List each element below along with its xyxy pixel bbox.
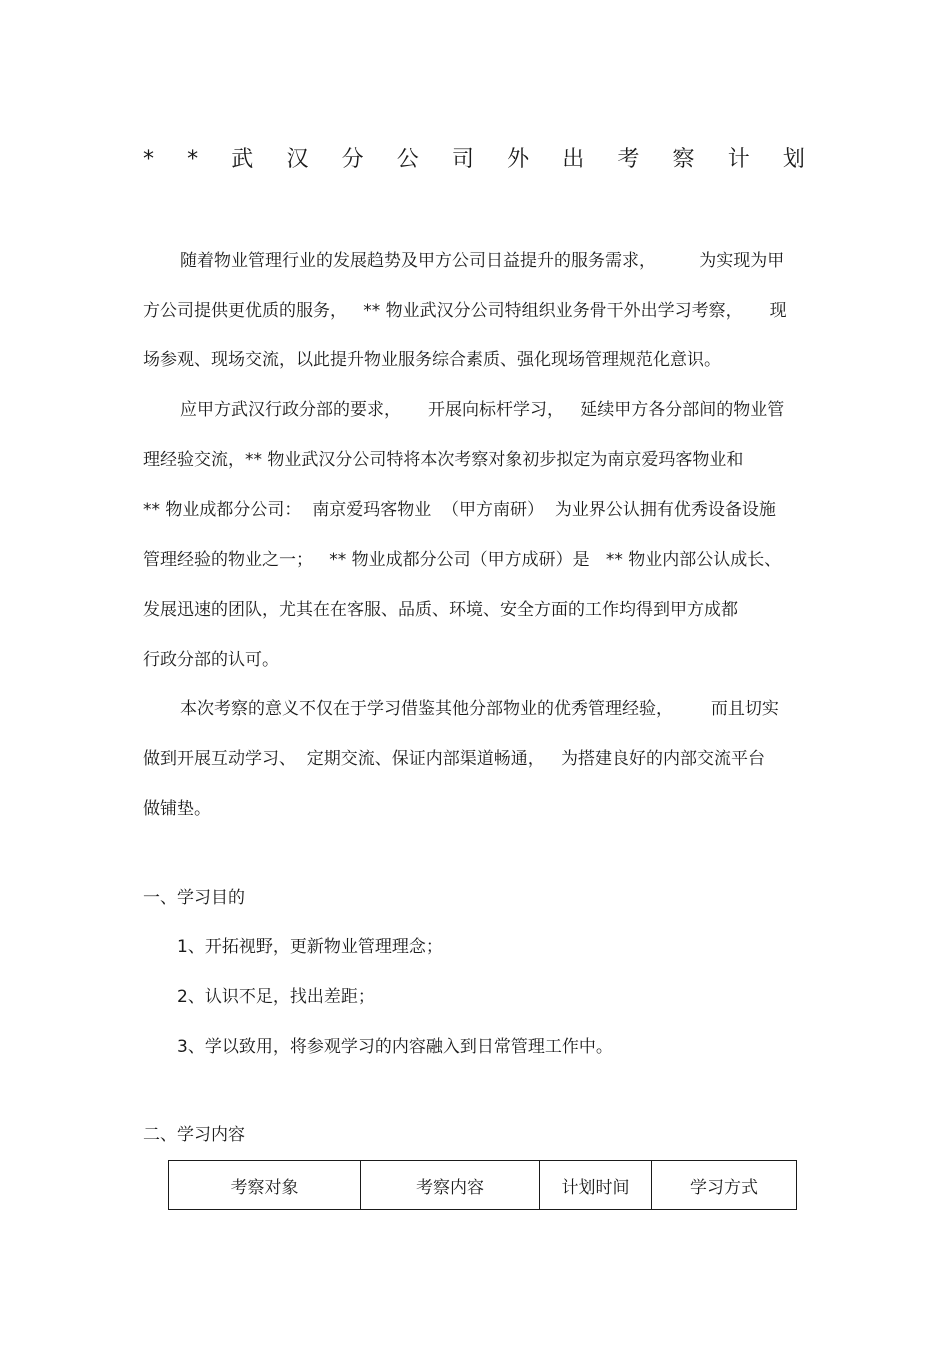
section-1-item: 1、开拓视野，更新物业管理理念；	[177, 937, 443, 957]
column-header: 学习方式	[652, 1161, 797, 1210]
title-char: 分	[341, 147, 364, 172]
title-char: 划	[782, 147, 805, 172]
paragraph-1-line-1: 随着物业管理行业的发展趋势及甲方公司日益提升的服务需求， 为实现为甲	[180, 251, 785, 271]
paragraph-2-line-6: 行政分部的认可。	[143, 650, 279, 670]
title-char: *	[143, 147, 154, 172]
section-1-heading: 一、学习目的	[143, 888, 245, 908]
paragraph-2-line-3: ** 物业成都分公司： 南京爱玛客物业 （甲方南研） 为业界公认拥有优秀设备设施	[143, 500, 776, 520]
paragraph-3-line-1: 本次考察的意义不仅在于学习借鉴其他分部物业的优秀管理经验， 而且切实	[180, 699, 779, 719]
paragraph-2-line-4: 管理经验的物业之一； ** 物业成都分公司（甲方成研）是 ** 物业内部公认成长、	[143, 550, 782, 570]
title-char: 计	[727, 147, 750, 172]
paragraph-1-line-3: 场参观、现场交流，以此提升物业服务综合素质、强化现场管理规范化意识。	[143, 350, 721, 370]
paragraph-3-line-3: 做铺垫。	[143, 799, 211, 819]
title-char: 汉	[286, 147, 309, 172]
section-2-heading: 二、学习内容	[143, 1125, 245, 1145]
title-char: 武	[231, 147, 254, 172]
title-char: 外	[507, 147, 530, 172]
paragraph-2-line-2: 理经验交流，** 物业武汉分公司特将本次考察对象初步拟定为南京爱玛客物业和	[143, 450, 744, 470]
title-char: 司	[451, 147, 474, 172]
title-char: 察	[672, 147, 695, 172]
section-1-item: 2、认识不足，找出差距；	[177, 987, 375, 1007]
paragraph-2-line-1: 应甲方武汉行政分部的要求， 开展向标杆学习， 延续甲方各分部间的物业管	[180, 400, 785, 420]
title-char: *	[187, 147, 199, 172]
title-char: 公	[396, 147, 419, 172]
document-title	[143, 142, 805, 178]
column-header: 考察内容	[361, 1161, 540, 1210]
paragraph-2-line-5: 发展迅速的团队，尤其在在客服、品质、环境、安全方面的工作均得到甲方成都	[143, 600, 738, 620]
title-char: 考	[617, 147, 640, 172]
column-header: 计划时间	[540, 1161, 652, 1210]
column-header: 考察对象	[169, 1161, 361, 1210]
title-char: 出	[562, 147, 585, 172]
paragraph-3-line-2: 做到开展互动学习、 定期交流、保证内部渠道畅通， 为搭建良好的内部交流平台	[143, 749, 766, 769]
table-header-row	[169, 1161, 797, 1210]
study-plan-table	[168, 1160, 797, 1210]
section-1-item: 3、学以致用，将参观学习的内容融入到日常管理工作中。	[177, 1037, 613, 1057]
paragraph-1-line-2: 方公司提供更优质的服务， ** 物业武汉分公司特组织业务骨干外出学习考察， 现	[143, 301, 787, 321]
